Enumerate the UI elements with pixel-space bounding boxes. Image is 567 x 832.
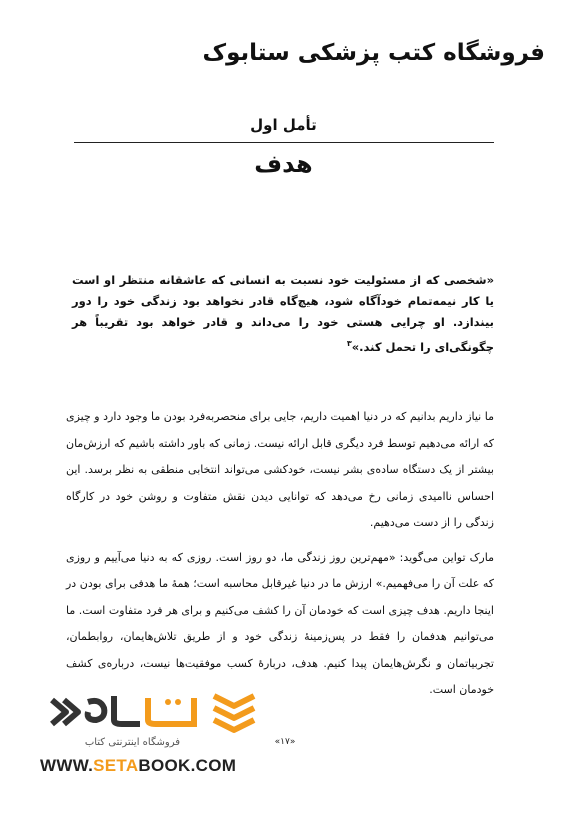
epigraph-text: «شخصی که از مسئولیت خود نسبت به انسانی که عاشقانه منتظر او است یا کار نیمه‌تمام خودآگاه شود، هیچ‌گاه قادر نخواهد بود زندگی خود را دور بیندازد. او چرایی هستی خود را می‌داند و قادر خواهد بود تقریباً هر چگونگی‌ای را تحمل کند.» [72,273,494,354]
watermark-tagline: فروشگاه اینترنتی کتاب [84,737,180,748]
url-suffix: BOOK.COM [138,756,237,775]
footnote-mark: ۳ [346,339,352,348]
chapter-label: تأمل اول [250,116,317,134]
store-title: فروشگاه کتب پزشکی ستابوک [202,40,545,66]
url-prefix: WWW. [40,756,94,775]
url-accent: SETA [93,756,139,775]
paragraph: مارک تواین می‌گوید: «مهم‌ترین روز زندگی ما، دو روز است. روزی که به دنیا می‌آییم و روزی که علت آن را می‌فهمیم.» ارزش ما در دنیا غیرقابل محاسبه است؛ همهٔ ما هدفی برای بودن در اینجا داریم. هدف چیزی است که خودمان آن را کشف می‌کنیم و برای هر فرد متفاوت است. ما می‌توانیم هدفمان را فقط در پس‌زمینهٔ زندگی خود و از طریق تلاش‌هایمان، روابطمان، تجربیاتمان و نگرش‌هایمان پیدا کنیم. هدف، دربارهٔ کسب موفقیت‌ها نیست، درباره‌ی کشف خودمان است. [66,550,494,696]
page-number: «۱۷» [274,737,296,747]
chapter-divider [74,142,494,143]
epigraph-quote [72,270,494,358]
chapter-title: هدف [254,150,313,178]
watermark-url [40,756,250,776]
paragraph: ما نیاز داریم بدانیم که در دنیا اهمیت داریم، جایی برای منحصربه‌فرد بودن ما وجود دارد و چیزی که ارائه می‌دهیم توسط فرد دیگری قابل ارائه نیست. زمانی که باور داشته باشیم که ارزش‌مان بیشتر از یک دستگاه ساده‌ی بشر نیست، خودکشی می‌تواند انتخابی منطقی به نظر برسد. این احساس ناامیدی زمانی رخ می‌دهد که توانایی دیدن نقش متفاوت و روشن خود در کارگاه زندگی را از دست می‌دهیم. [66,410,494,529]
body-text [66,404,494,712]
